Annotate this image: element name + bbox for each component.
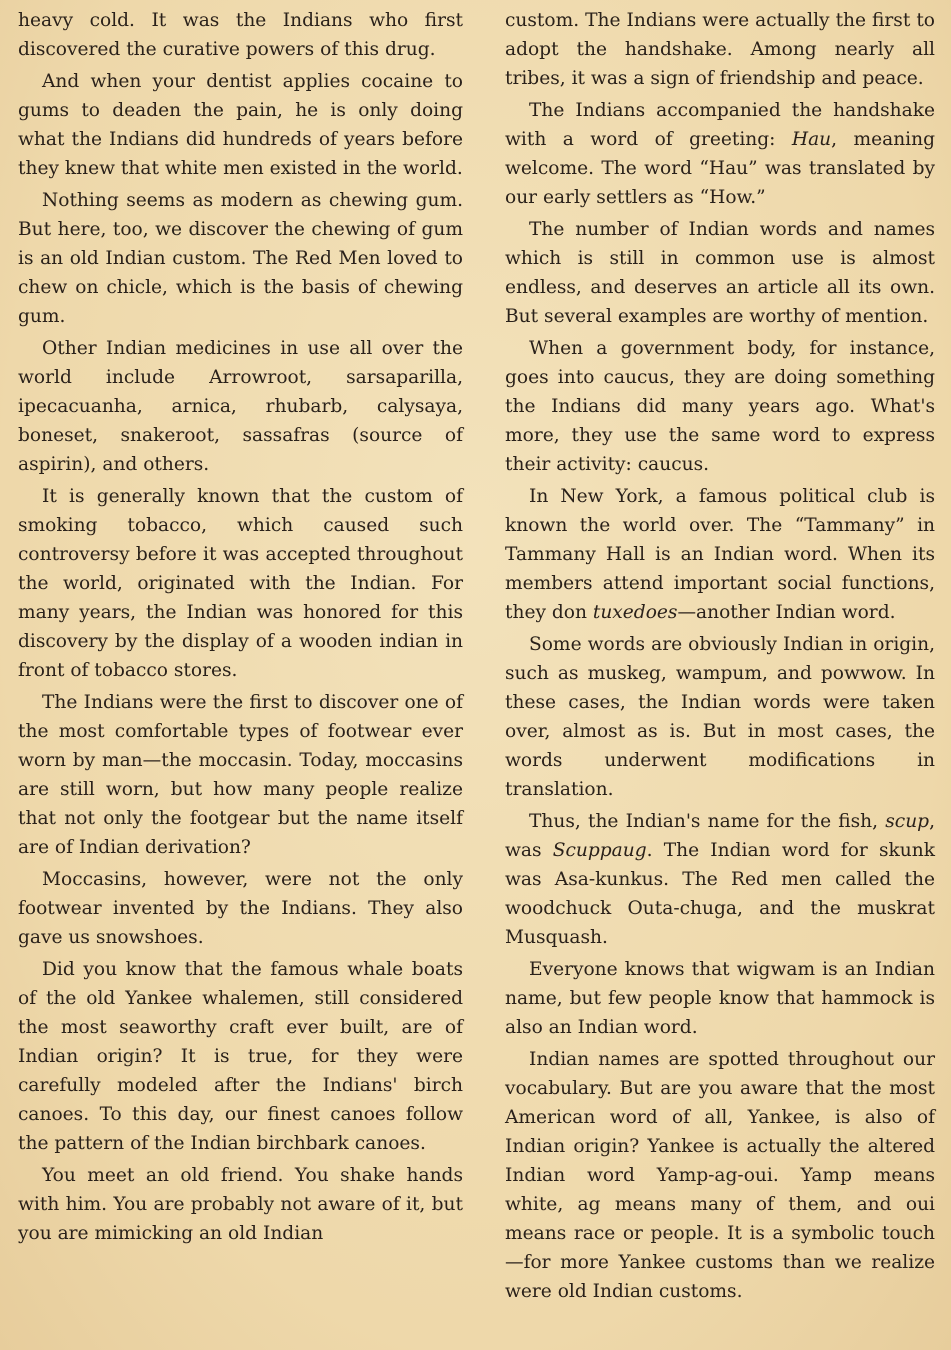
- paragraph: Moccasins, however, were not the only footwear invented by the Indians. They also gave us snowshoes.: [18, 869, 463, 948]
- italic-word: tuxedoes: [592, 602, 678, 623]
- paragraph: Other Indian medicines in use all over the world include Arrowroot, sarsaparilla, ipecacuanha, arnica, rhubarb, calysaya, boneset, snakeroot, sassafras (source of aspirin), and others.: [18, 338, 463, 475]
- paragraph: [505, 96, 935, 212]
- left-column: [18, 6, 463, 1350]
- paragraph: It is generally known that the custom of smoking tobacco, which caused such controversy before it was accepted throughout the world, originated with the Indian. For many years, the Indian was honored for this discovery by the display of a wooden indian in front of tobacco stores.: [18, 486, 463, 681]
- text-run: —another Indian word.: [677, 602, 896, 623]
- paragraph: Did you know that the famous whale boats of the old Yankee whalemen, still considered the most seaworthy craft ever built, are of Indian origin? It is true, for they were carefully modeled after the Indians' birch canoes. To this day, our finest canoes follow the pattern of the Indian birchbark canoes.: [18, 959, 463, 1154]
- italic-word: Hau: [791, 129, 832, 150]
- italic-word: Scuppaug: [552, 840, 647, 861]
- paragraph: Indian names are spotted throughout our vocabulary. But are you aware that the most American word of all, Yankee, is also of Indian origin? Yankee is actually the altered Indian word Yamp-ag-oui. Yamp means white, ag means many of them, and oui means race or people. It is a symbolic touch—for more Yankee customs than we realize were old Indian customs.: [505, 1049, 935, 1302]
- paragraph: You meet an old friend. You shake hands with him. You are probably not aware of it, but you are mimicking an old Indian: [18, 1165, 463, 1244]
- paragraph: And when your dentist applies cocaine to gums to deaden the pain, he is only doing what the Indians did hundreds of years before they knew that white men existed in the world.: [18, 71, 463, 179]
- paragraph: Nothing seems as modern as chewing gum. But here, too, we discover the chewing of gum is an old Indian custom. The Red Men loved to chew on chicle, which is the basis of chewing gum.: [18, 190, 463, 327]
- paragraph: custom. The Indians were actually the first to adopt the handshake. Among nearly all tribes, it was a sign of friendship and peace.: [505, 10, 935, 89]
- paragraph: When a government body, for instance, goes into caucus, they are doing something the Indians did many years ago. What's more, they use the same word to express their activity: caucus.: [505, 338, 935, 475]
- paragraph: Some words are obviously Indian in origin, such as muskeg, wampum, and powwow. In these cases, the Indian words were taken over, almost as is. But in most cases, the words underwent modifications in translation.: [505, 634, 935, 800]
- text-run: , was: [505, 811, 935, 861]
- text-run: In New York, a famous political club is known the world over. The “Tammany” in Tammany Hall is an Indian word. When its members attend important social functions, they don: [505, 486, 935, 623]
- text-run: The Indians accompanied the handshake with a word of greeting:: [505, 100, 935, 150]
- text-run: Thus, the Indian's name for the fish,: [529, 811, 886, 832]
- paragraph: The number of Indian words and names which is still in common use is almost endless, and deserves an article all its own. But several examples are worthy of mention.: [505, 219, 935, 327]
- right-column: [505, 6, 935, 1350]
- paragraph: [505, 807, 935, 952]
- text-run: . The Indian word for skunk was Asa-kunkus. The Red men called the woodchuck Outa-chuga, and the muskrat Musquash.: [505, 840, 935, 948]
- paragraph: heavy cold. It was the Indians who first discovered the curative powers of this drug.: [18, 10, 463, 60]
- paragraph: [505, 482, 935, 627]
- italic-word: scup: [885, 811, 930, 832]
- paragraph: Everyone knows that wigwam is an Indian name, but few people know that hammock is also an Indian word.: [505, 959, 935, 1038]
- text-run: , meaning welcome. The word “Hau” was translated by our early settlers as “How.”: [505, 129, 935, 208]
- paragraph: The Indians were the first to discover one of the most comfortable types of footwear ever worn by man—the moccasin. Today, moccasins are still worn, but how many people realize that not only the footgear but the name itself are of Indian derivation?: [18, 692, 463, 858]
